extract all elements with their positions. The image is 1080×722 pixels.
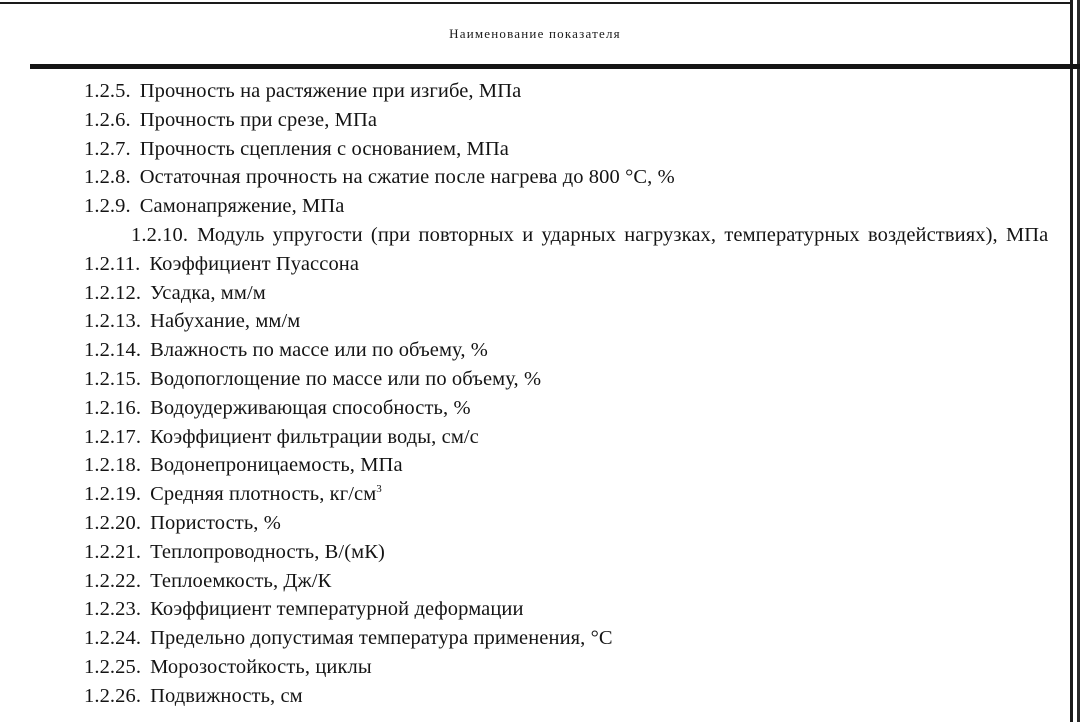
item-text: Влажность по массе или по объему, % xyxy=(150,339,488,362)
item-number: 1.2.8. xyxy=(84,166,131,189)
item-number: 1.2.21. xyxy=(84,540,142,563)
item-text: Усадка, мм/м xyxy=(150,281,266,304)
list-item xyxy=(0,653,1062,682)
item-number: 1.2.6. xyxy=(84,108,131,131)
table-right-rule xyxy=(1070,0,1073,722)
list-item xyxy=(0,163,1062,192)
item-text: Прочность сцепления с основанием, МПа xyxy=(139,137,509,160)
item-text: Предельно допустимая температура применения, °С xyxy=(150,627,613,650)
item-number: 1.2.24. xyxy=(84,627,142,650)
list-item xyxy=(0,250,1062,279)
list-item xyxy=(0,106,1062,135)
item-number: 1.2.10. xyxy=(131,223,189,246)
item-number: 1.2.9. xyxy=(84,195,131,218)
item-text: Теплопроводность, В/(мК) xyxy=(150,540,385,563)
item-number: 1.2.17. xyxy=(84,425,142,448)
item-number: 1.2.14. xyxy=(84,339,142,362)
list-item xyxy=(0,595,1062,624)
list-item xyxy=(0,423,1062,452)
list-item xyxy=(0,279,1062,308)
item-text: Остаточная прочность на сжатие после нагрева до 800 °С, % xyxy=(139,166,675,189)
list-item xyxy=(0,365,1062,394)
item-text: Водонепроницаемость, МПа xyxy=(150,454,403,477)
item-number: 1.2.15. xyxy=(84,367,142,390)
superscript: 3 xyxy=(376,483,382,496)
item-number: 1.2.25. xyxy=(84,655,142,678)
list-item xyxy=(0,567,1062,596)
list-item xyxy=(0,509,1062,538)
item-text: Самонапряжение, МПа xyxy=(139,195,345,218)
column-header xyxy=(0,4,1070,64)
item-text: Пористость, % xyxy=(150,511,281,534)
item-number: 1.2.7. xyxy=(84,137,131,160)
item-number: 1.2.23. xyxy=(84,598,142,621)
item-number: 1.2.22. xyxy=(84,569,142,592)
item-number: 1.2.5. xyxy=(84,80,131,102)
list-item xyxy=(0,451,1062,480)
list-item xyxy=(0,192,1062,221)
list-item xyxy=(0,336,1062,365)
item-number: 1.2.20. xyxy=(84,511,142,534)
indicator-list xyxy=(0,77,1062,711)
item-text: Прочность на растяжение при изгибе, МПа xyxy=(139,80,522,102)
item-text: Набухание, мм/м xyxy=(150,310,301,333)
column-header-title: Наименование показателя xyxy=(449,26,621,41)
header-bottom-rule xyxy=(30,64,1080,69)
list-item xyxy=(0,682,1062,711)
item-text: Водоудерживающая способность, % xyxy=(150,396,471,419)
list-item xyxy=(0,77,1062,106)
item-text: Коэффициент Пуассона xyxy=(149,252,360,275)
item-text: Модуль упругости (при повторных и ударных нагрузках, температурных воздействиях), МПа xyxy=(197,223,1049,246)
list-item xyxy=(0,538,1062,567)
item-text: Подвижность, см xyxy=(150,684,303,707)
item-text: Средняя плотность, кг/см xyxy=(150,483,377,506)
item-text: Коэффициент температурной деформации xyxy=(150,598,524,621)
item-text: Водопоглощение по массе или по объему, % xyxy=(150,367,542,390)
item-number: 1.2.11. xyxy=(84,252,141,275)
item-number: 1.2.13. xyxy=(84,310,142,333)
item-number: 1.2.26. xyxy=(84,684,142,707)
list-item xyxy=(0,394,1062,423)
item-number: 1.2.12. xyxy=(84,281,142,304)
list-item xyxy=(0,480,1062,509)
list-item xyxy=(0,307,1062,336)
item-number: 1.2.16. xyxy=(84,396,142,419)
list-item xyxy=(0,221,1062,250)
item-text: Коэффициент фильтрации воды, см/с xyxy=(150,425,479,448)
item-number: 1.2.18. xyxy=(84,454,142,477)
list-item xyxy=(0,624,1062,653)
item-text: Морозостойкость, циклы xyxy=(150,655,372,678)
item-text: Прочность при срезе, МПа xyxy=(139,108,378,131)
item-number: 1.2.19. xyxy=(84,483,142,506)
list-item xyxy=(0,135,1062,164)
item-text: Теплоемкость, Дж/К xyxy=(150,569,332,592)
